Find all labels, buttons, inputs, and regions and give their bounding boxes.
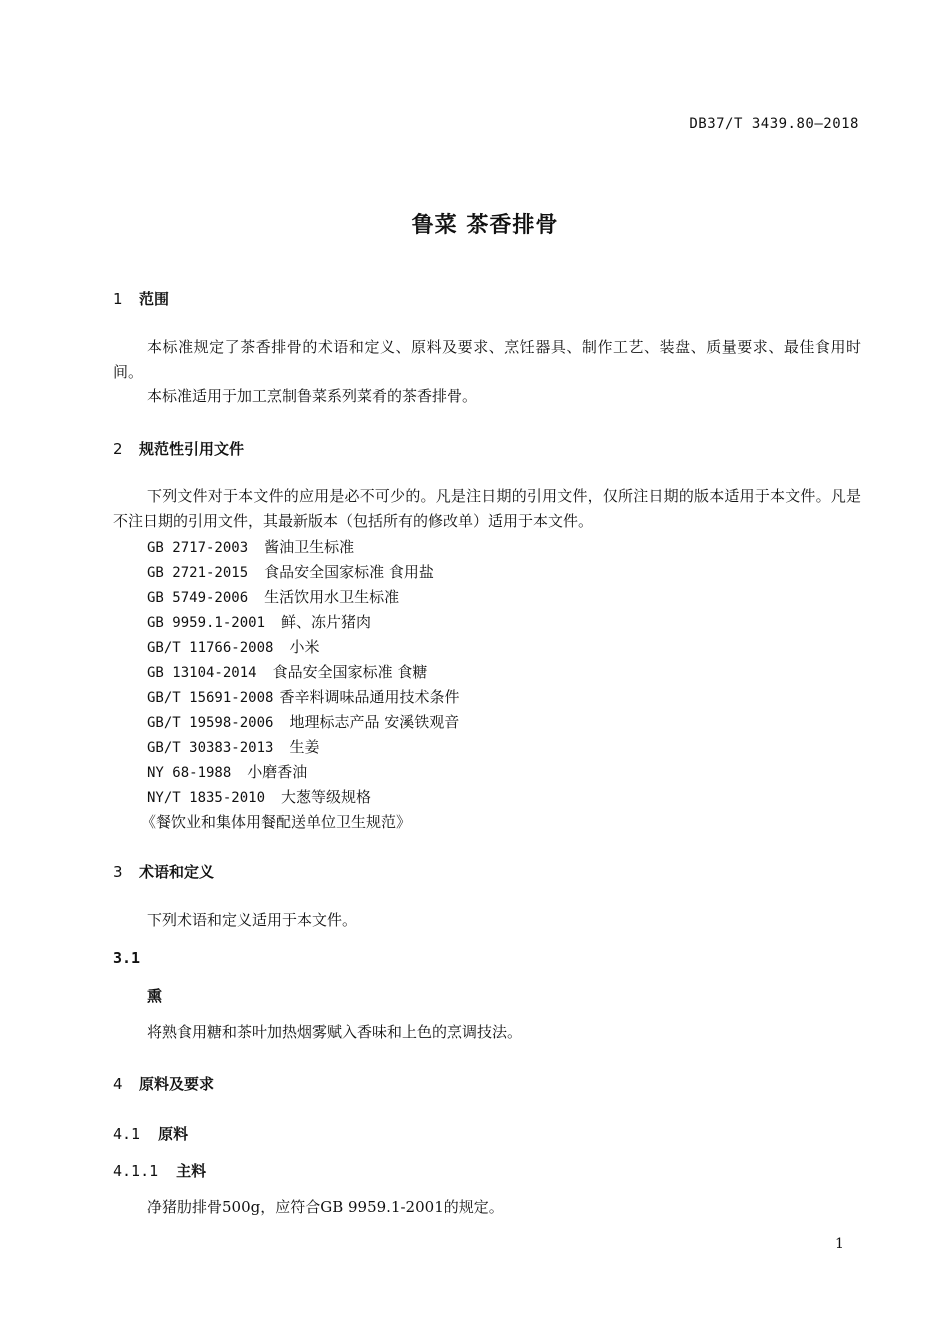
term-name: 熏	[147, 987, 163, 1005]
reference-name: 大葱等级规格	[281, 788, 372, 806]
section-number: 1	[113, 290, 123, 308]
subsection-title: 主料	[176, 1162, 207, 1180]
section-title: 范围	[139, 290, 170, 308]
section-number: 2	[113, 440, 123, 458]
reference-name: 小米	[289, 638, 320, 656]
reference-name: 食品安全国家标准 食糖	[272, 663, 428, 681]
subsection-title: 原料	[158, 1125, 189, 1143]
subsection-3-1-number: 3.1	[113, 949, 141, 967]
section-1-paragraph-1: 本标准规定了茶香排骨的术语和定义、原料及要求、烹饪器具、制作工艺、装盘、质量要求、最佳食用时间。	[113, 338, 861, 381]
reference-item	[147, 536, 354, 557]
section-title: 原料及要求	[139, 1075, 215, 1093]
reference-code: GB 2721-2015	[147, 565, 249, 581]
reference-item	[147, 636, 319, 657]
reference-name: 小磨香油	[247, 763, 308, 781]
reference-name: 酱油卫生标准	[264, 538, 355, 556]
reference-name: 食品安全国家标准 食用盐	[264, 563, 434, 581]
reference-code: NY 68-1988	[147, 765, 232, 781]
section-4-heading	[113, 1073, 214, 1094]
subsection-4-1-1-heading	[113, 1160, 206, 1181]
reference-item-last: 《餐饮业和集体用餐配送单位卫生规范》	[141, 813, 412, 831]
reference-item	[147, 586, 399, 607]
reference-code: GB 13104-2014	[147, 665, 257, 681]
document-title: 鲁菜 茶香排骨	[411, 213, 559, 238]
section-2-heading	[113, 438, 244, 459]
subsection-4-1-heading	[113, 1123, 188, 1144]
section-3-heading	[113, 861, 214, 882]
reference-code: NY/T 1835-2010	[147, 790, 266, 806]
reference-item	[147, 561, 434, 582]
reference-name: 鲜、冻片猪肉	[281, 613, 372, 631]
section-3-intro: 下列术语和定义适用于本文件。	[147, 911, 358, 929]
reference-item	[147, 661, 427, 682]
reference-name: 生姜	[289, 738, 320, 756]
reference-name: 香辛料调味品通用技术条件	[279, 688, 460, 706]
reference-item	[147, 761, 307, 782]
section-title: 规范性引用文件	[139, 440, 245, 458]
reference-code: GB/T 19598-2006	[147, 715, 274, 731]
term-definition: 将熟食用糖和茶叶加热烟雾赋入香味和上色的烹调技法。	[147, 1023, 523, 1041]
reference-code: GB/T 15691-2008	[147, 690, 274, 706]
reference-item	[147, 786, 371, 807]
page-number: 1	[835, 1236, 844, 1252]
section-1-heading	[113, 288, 169, 309]
subsection-4-1-1-text: 净猪肋排骨500g，应符合GB 9959.1-2001的规定。	[147, 1198, 504, 1216]
reference-item	[147, 686, 459, 707]
section-2-intro: 下列文件对于本文件的应用是必不可少的。凡是注日期的引用文件，仅所注日期的版本适用于本文件。凡是不注日期的引用文件，其最新版本（包括所有的修改单）适用于本文件。	[113, 487, 861, 530]
reference-name: 生活饮用水卫生标准	[264, 588, 400, 606]
reference-code: GB 5749-2006	[147, 590, 249, 606]
section-number: 3	[113, 863, 123, 881]
reference-code: GB 9959.1-2001	[147, 615, 266, 631]
reference-code: GB 2717-2003	[147, 540, 249, 556]
section-title: 术语和定义	[139, 863, 215, 881]
subsection-number: 4.1	[113, 1125, 141, 1143]
subsection-number: 4.1.1	[113, 1162, 159, 1180]
reference-item	[147, 711, 459, 732]
reference-code: GB/T 30383-2013	[147, 740, 274, 756]
section-number: 4	[113, 1075, 123, 1093]
reference-item	[147, 736, 319, 757]
document-number: DB37/T 3439.80—2018	[689, 116, 859, 132]
reference-name: 地理标志产品 安溪铁观音	[289, 713, 460, 731]
reference-code: GB/T 11766-2008	[147, 640, 274, 656]
reference-item	[147, 611, 371, 632]
section-1-paragraph-2: 本标准适用于加工烹制鲁菜系列菜肴的茶香排骨。	[147, 387, 478, 405]
